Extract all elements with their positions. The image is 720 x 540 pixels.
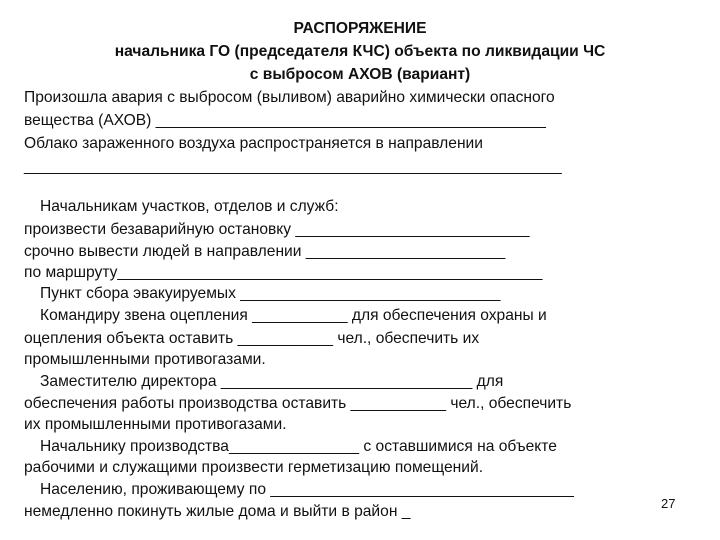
body-line-7: срочно вывести людей в направлении _______________________ (24, 243, 506, 260)
body-line-14: обеспечения работы производства оставить ___________ чел., обеспечить (24, 395, 572, 412)
document-subtitle-line-2: с выбросом АХОВ (вариант) (249, 66, 471, 83)
body-line-2: вещества (АХОВ) _____________________________________________ (24, 112, 546, 129)
body-line-3: Облако зараженного воздуха распространяется в направлении (24, 135, 483, 152)
body-line-10: Командиру звена оцепления ___________ для обеспечения охраны и (40, 307, 547, 324)
body-line-12: промышленными противогазами. (24, 351, 266, 368)
body-line-9: Пункт сбора эвакуируемых ______________________________ (40, 285, 501, 302)
body-line-6: произвести безаварийную остановку ___________________________ (24, 221, 530, 238)
body-line-17: рабочими и служащими произвести герметизацию помещений. (24, 459, 484, 476)
body-line-11: оцепления объекта оставить ___________ чел., обеспечить их (24, 330, 480, 347)
body-line-18: Населению, проживающему по ___________________________________ (40, 481, 574, 498)
body-line-16: Начальнику производства_______________ с оставшимися на объекте (40, 438, 557, 455)
body-line-1: Произошла авария с выбросом (выливом) аварийно химически опасного (24, 89, 555, 106)
body-line-5: Начальникам участков, отделов и служб: (40, 198, 339, 215)
body-line-4: ______________________________________________________________ (24, 158, 562, 175)
body-line-8: по маршруту_________________________________________________ (24, 264, 543, 281)
body-line-19: немедленно покинуть жилые дома и выйти в район _ (24, 503, 411, 520)
page-number: 27 (661, 496, 676, 511)
document-title: РАСПОРЯЖЕНИЕ (293, 20, 427, 37)
body-line-13: Заместителю директора _____________________________ для (40, 373, 504, 390)
document-subtitle-line-1: начальника ГО (председателя КЧС) объекта по ликвидации ЧС (114, 43, 606, 60)
body-line-15: их промышленными противогазами. (24, 416, 287, 433)
